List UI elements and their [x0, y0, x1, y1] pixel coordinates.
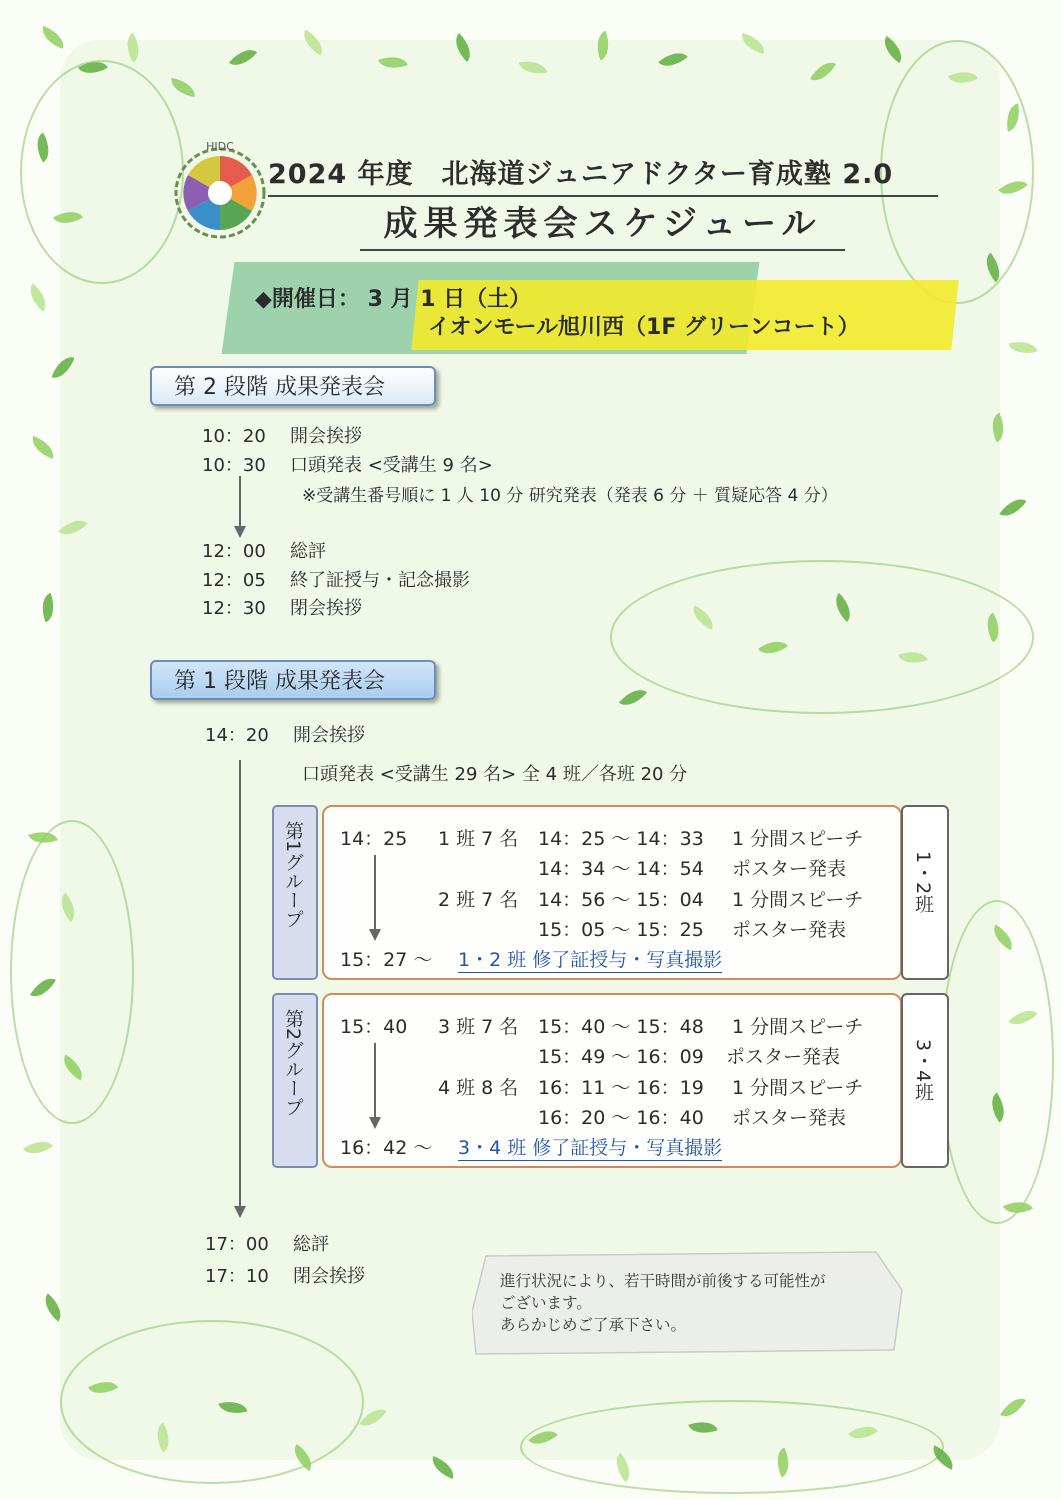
- group1-certificate: 1・2 班 修了証授与・写真撮影: [458, 945, 722, 973]
- timeline-arrow: [239, 760, 241, 1210]
- timeline-arrow: [239, 476, 241, 528]
- activity: 1 分間スピーチ: [732, 889, 864, 911]
- group1-end-time: 15：27 〜: [340, 949, 433, 971]
- group2-side-label: 3・4班: [901, 993, 949, 1168]
- event-venue: イオンモール旭川西（1F グリーンコート）: [428, 315, 860, 340]
- background-wash: [60, 40, 1000, 1460]
- schedule-row: 17：00 総評: [205, 1234, 329, 1255]
- group1-side-label: 1・2班: [901, 805, 949, 980]
- arrow-down-icon: [369, 1117, 381, 1129]
- activity: 1 分間スピーチ: [732, 828, 864, 850]
- schedule-row: 10：30 口頭発表 <受講生 9 名>: [202, 455, 493, 476]
- schedule-row: 12：05 終了証授与・記念撮影: [202, 570, 470, 591]
- activity: 1 分間スピーチ: [732, 1016, 864, 1038]
- time-span: 14：34 〜 14：54: [538, 858, 704, 880]
- time-span: 15：05 〜 15：25: [538, 919, 704, 941]
- notice-line: ございます。: [500, 1294, 592, 1312]
- activity: ポスター発表: [726, 1046, 841, 1068]
- notice-line: 進行状況により、若干時間が前後する可能性が: [500, 1272, 826, 1290]
- oral-presentation-summary: 口頭発表 <受講生 29 名> 全 4 班／各班 20 分: [302, 764, 688, 785]
- group1-start-time: 14：25: [340, 828, 408, 850]
- group2-end-time: 16：42 〜: [340, 1137, 433, 1159]
- team-label: 1 班 7 名: [438, 828, 519, 850]
- arrow-down-icon: [369, 929, 381, 941]
- schedule-row: 17：10 閉会挨拶: [205, 1266, 365, 1287]
- notice-box: [472, 1250, 908, 1358]
- page-title: 成果発表会スケジュール: [360, 196, 845, 251]
- time-span: 16：11 〜 16：19: [538, 1077, 704, 1099]
- time-span: 14：56 〜 15：04: [538, 889, 704, 911]
- activity: 1 分間スピーチ: [732, 1077, 864, 1099]
- schedule-row: 12：00 総評: [202, 541, 326, 562]
- schedule-row: 10：20 開会挨拶: [202, 426, 362, 447]
- schedule-row: 12：30 閉会挨拶: [202, 598, 362, 619]
- schedule-row: 14：20 開会挨拶: [205, 725, 365, 746]
- activity: ポスター発表: [732, 919, 847, 941]
- activity: ポスター発表: [732, 1107, 847, 1129]
- team-label: 2 班 7 名: [438, 889, 519, 911]
- hidc-logo-icon: [170, 138, 270, 248]
- time-span: 14：25 〜 14：33: [538, 828, 704, 850]
- group1-box: [322, 805, 902, 980]
- title-line-1: 2024 年度 北海道ジュニアドクター育成塾 2.0: [268, 152, 938, 197]
- stage2-note: ※受講生番号順に 1 人 10 分 研究発表（発表 6 分 ＋ 質疑応答 4 分）: [302, 486, 838, 506]
- group2-tab: 第2グループ: [272, 993, 318, 1168]
- svg-text:HIDC: HIDC: [206, 140, 234, 153]
- team-label: 4 班 8 名: [438, 1077, 519, 1099]
- activity: ポスター発表: [732, 858, 847, 880]
- group2-start-time: 15：40: [340, 1016, 408, 1038]
- group2-certificate: 3・4 班 修了証授与・写真撮影: [458, 1133, 722, 1161]
- time-span: 15：40 〜 15：48: [538, 1016, 704, 1038]
- notice-line: あらかじめご了承下さい。: [500, 1316, 687, 1334]
- time-span: 15：49 〜 16：09: [538, 1046, 704, 1068]
- time-span: 16：20 〜 16：40: [538, 1107, 704, 1129]
- group2-box: [322, 993, 902, 1168]
- team-label: 3 班 7 名: [438, 1016, 519, 1038]
- stage1-heading: 第 1 段階 成果発表会: [150, 660, 436, 700]
- event-date: ◆開催日： 3 月 1 日（土）: [255, 287, 532, 312]
- arrow-down-icon: [234, 1206, 246, 1218]
- group1-tab: 第1グループ: [272, 805, 318, 980]
- stage2-heading: 第 2 段階 成果発表会: [150, 366, 436, 406]
